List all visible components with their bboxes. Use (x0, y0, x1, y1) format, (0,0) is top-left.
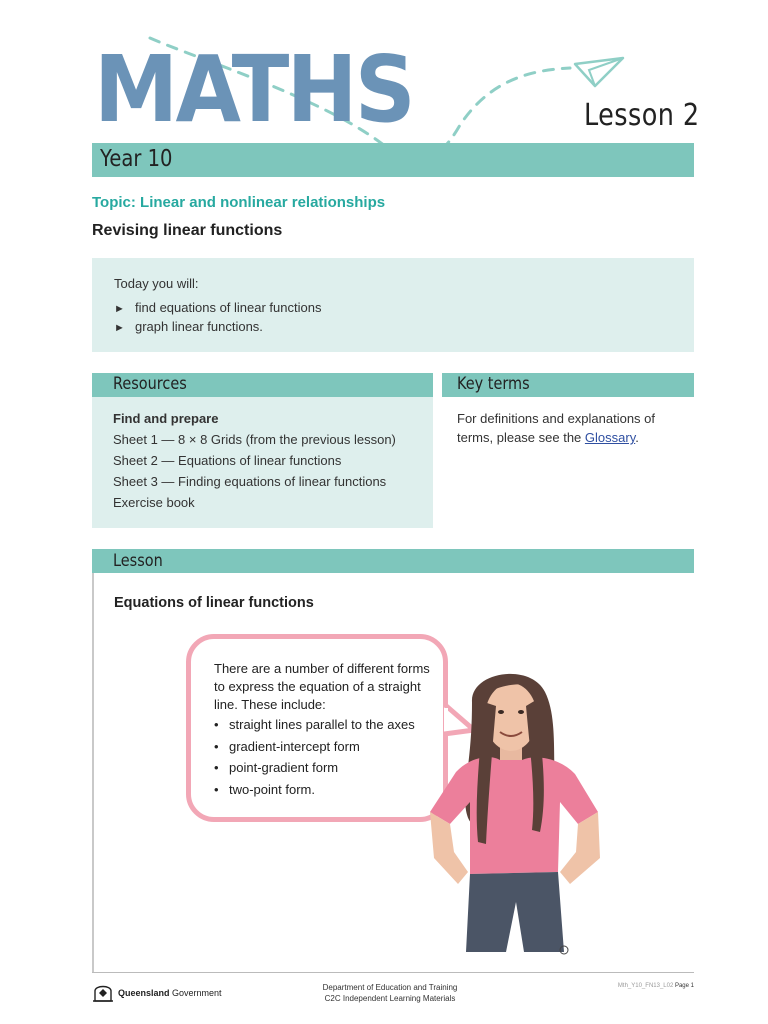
bubble-bullet-item: • two-point form. (214, 782, 315, 797)
year-label: Year 10 (100, 146, 173, 172)
queensland-government-logo: Queensland Government (92, 983, 222, 1003)
objective-item: ► find equations of linear functions (114, 300, 322, 315)
resource-item: Sheet 2 — Equations of linear functions (113, 453, 342, 468)
lesson-number: Lesson 2 (584, 98, 700, 133)
resource-item: Exercise book (113, 495, 195, 510)
paper-plane-icon (575, 58, 623, 86)
bubble-bullet-item: • point-gradient form (214, 760, 339, 775)
resource-item: Sheet 1 — 8 × 8 Grids (from the previous lesson) (113, 432, 396, 447)
lesson-heading: Lesson (113, 551, 163, 571)
key-terms-text: For definitions and explanations of terms, please see the Glossary. (457, 411, 656, 445)
coat-of-arms-icon (92, 983, 114, 1003)
footer-department: Department of Education and Training C2C Independent Learning Materials (322, 983, 458, 1003)
page-number: Page 1 (674, 983, 694, 989)
resources-subheading: Find and prepare (113, 411, 219, 426)
lesson-subheading: Equations of linear functions (114, 595, 314, 611)
bubble-bullet-item: • gradient-intercept form (214, 739, 360, 754)
footer-page-info (568, 983, 694, 989)
subject-title: MATHS (94, 36, 413, 143)
resource-item: Sheet 3 — Finding equations of linear functions (113, 474, 387, 489)
resources-heading: Resources (113, 374, 187, 394)
objectives-intro: Today you will: (114, 276, 199, 291)
document-code: Mth_Y10_FN13_L02 (617, 983, 674, 989)
arrow-bullet-icon: ► (114, 322, 125, 334)
bubble-bullet-item: • straight lines parallel to the axes (214, 717, 415, 732)
speech-bubble-text: There are a number of different forms to express the equation of a straight line. These include: (214, 661, 430, 712)
topic-heading: Topic: Linear and nonlinear relationships (92, 194, 386, 211)
arrow-bullet-icon: ► (114, 303, 125, 315)
student-illustration (400, 662, 630, 958)
footer-rule (92, 972, 694, 973)
lesson-title: Revising linear functions (92, 222, 283, 239)
key-terms-heading: Key terms (457, 374, 530, 394)
year-bar (92, 143, 694, 177)
objective-item: ► graph linear functions. (114, 319, 263, 334)
lesson-left-rule (92, 573, 94, 973)
lesson-bar (92, 549, 694, 573)
glossary-link[interactable]: Glossary (584, 430, 636, 445)
